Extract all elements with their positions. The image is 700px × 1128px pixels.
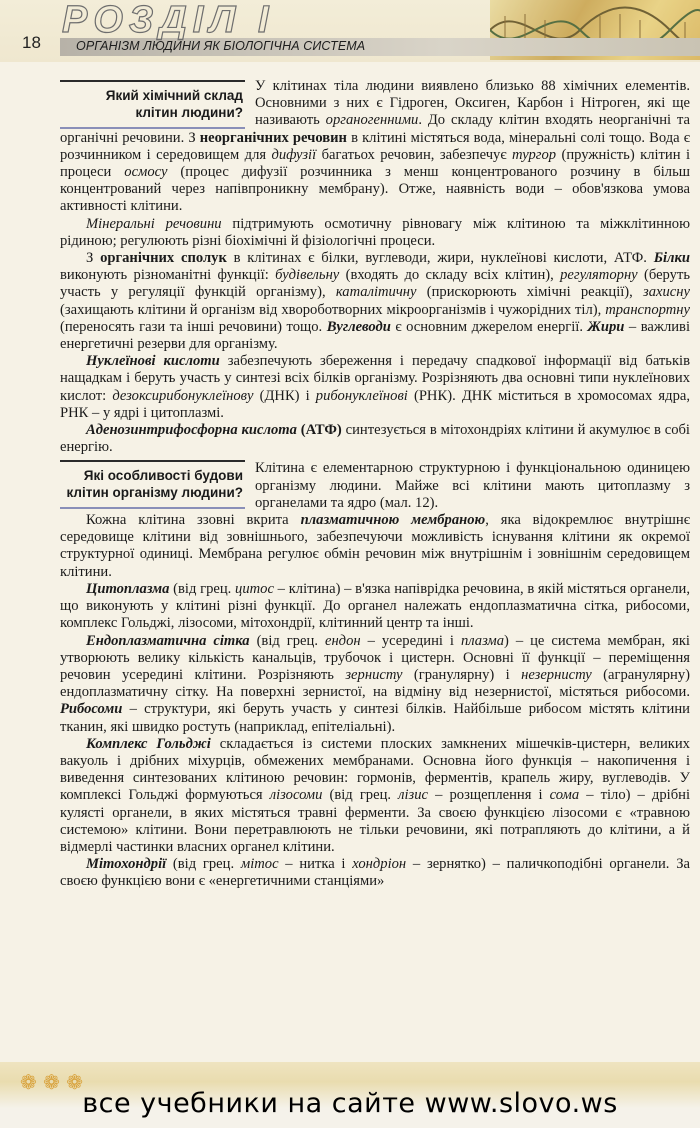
- paragraph: Аденозинтрифосфорна кислота (АТФ) синтезується в мітохондріях клітини й акумулює в собі енергію.: [60, 422, 690, 456]
- site-watermark[interactable]: все учебники на сайте www.slovo.ws: [82, 1088, 618, 1119]
- chapter-title: РОЗДІЛ І: [62, 0, 275, 41]
- page-header: [0, 0, 700, 62]
- paragraph: Мінеральні речовини підтримують осмотичну рівновагу між клітиною та міжклітинною рідиною; регулюють різні біохімічні й фізіологічні процеси.: [60, 215, 690, 249]
- paragraph: Комплекс Гольджі складається із системи плоских замкнених мішечків-цистерн, великих вакуоль і дрібних міхурців, обмежених мембранами. Основна його функція – накопичення і виведення синтезованих клітиною речовин: гормонів, ферментів, крапель жиру, вуглеводів. У комплексі Гольджі формуються лізосоми (від грец. лізис – розщеплення і сома – тіло) – дрібні кулясті органели, в яких містяться травні ферменти. За своєю функцією лізосоми є «травною системою» клітини. Вони перетравлюють не тільки речовини, які потрапляють до клітини, а й відмерлі частинки власних органел клітини.: [60, 735, 690, 855]
- paragraph: Кожна клітина ззовні вкрита плазматичною мембраною, яка відокремлює внутрішнє середовище клітини від зовнішнього, забезпечуючи можливість існування клітини як окремої структурної одиниці. Мембрана регулює обмін речовин між внутрішнім і зовнішнім середовищем клітини.: [60, 512, 690, 580]
- paragraph: У клітинах тіла людини виявлено близько 88 хімічних елементів. Основними з них є Гідроген, Оксиген, Карбон і Нітроген, які ще називають органогенними. До складу клітин входять неорганічні та органічні речовини. З неорганічних речовин в клітині містяться вода, мінеральні солі тощо. Вода є розчинником і середовищем для дифузії багатьох речовин, забезпечує тургор (пружність) клітин і процеси осмосу (процес дифузії розчинника з менш концентрованого розчину в більш концентрований через напівпроникну мембрану). Отже, наявність води – обов'язкова умова активності клітини.: [60, 78, 691, 215]
- footprints-decoration: ❁ ❁ ❁: [20, 1070, 83, 1094]
- chapter-subtitle: ОРГАНІЗМ ЛЮДИНИ ЯК БІОЛОГІЧНА СИСТЕМА: [76, 39, 366, 53]
- main-text: [60, 78, 690, 891]
- paragraph: Мітохондрії (від грец. мітос – нитка і хондріон – зернятко) – паличкоподібні органели. За своєю функцією вони є «енергетичними станціями»: [60, 856, 690, 890]
- paragraph: Нуклеїнові кислоти забезпечують збереження і передачу спадкової інформації від батьків нащадкам і беруть участь у синтезі всіх білків організму. Розрізняють два основні типи нуклеїнових кислот: дезоксирибонуклеїнову (ДНК) і рибонуклеїнові (РНК). ДНК міститься в хромосомах ядра, РНК – у ядрі і цитоплазмі.: [60, 353, 690, 421]
- paragraph: Клітина є елементарною структурною і функціональною одиницею організму людини. Майже всі клітини мають цитоплазму з органелами та ядро (мал. 12).: [255, 460, 690, 511]
- side-question-2: Які особливості будови клітин організму людини?: [60, 460, 245, 509]
- paragraph: Ендоплазматична сітка (від грец. ендон – усередині і плазма) – це система мембран, які утворюють велику кількість канальців, трубочок і цистерн. Основні її функції – переміщення речовин усередині клітини. Розрізняють зернисту (гранулярну) і незернисту (агранулярну) ендоплазматичну сітку. На поверхні зернистої, на відміну від незернистої, містяться рибосоми. Рибосоми – структури, які беруть участь у синтезі білків. Найбільше рибосом містять клітини тканин, які швидко ростуть (наприклад, епітеліальні).: [60, 632, 691, 735]
- side-question-1: Який хімічний склад клітин людини?: [60, 80, 245, 129]
- page-number: 18: [22, 33, 41, 52]
- paragraph: З органічних сполук в клітинах є білки, вуглеводи, жири, нуклеїнові кислоти, АТФ. Білки виконують різноманітні функції: будівельну (входять до складу всіх клітин), регуляторну (беруть участь у регуляції функцій організму), каталітичну (прискорюють хімічні реакції), захисну (захищають клітини й організм від хвороботворних мікроорганізмів і чужорідних тіл), транспортну (переносять гази та інші речовини) тощо. Вуглеводи є основним джерелом енергії. Жири – важливі енергетичні резерви для організму.: [60, 250, 691, 353]
- paragraph: Цитоплазма (від грец. цитос – клітина) – в'язка напіврідка речовина, в якій містяться органели, що виконують у клітині різні функції. До органел належать ендоплазматична сітка, рибосоми, комплекс Гольджі, лізосоми, мітохондрії, клітинний центр та інші.: [60, 580, 690, 632]
